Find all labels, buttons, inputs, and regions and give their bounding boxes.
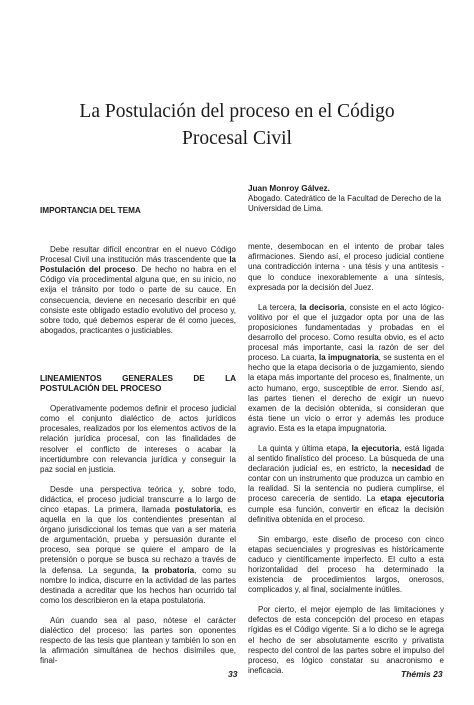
text-run: de contar con un instrumento que produzca un cambio en la realidad. Si la sentencia no pudiera cumplirse, el proceso carecería de sentido. La (248, 464, 444, 504)
journal-name: Thémis 23 (401, 669, 443, 679)
title-line-2: Procesal Civil (182, 128, 292, 149)
heading-word: LA (225, 373, 236, 383)
bold-term: la decisoria (299, 302, 345, 312)
text-run: , se sustenta en el hecho que la etapa decisoria o de juzgamiento, siendo la etapa más importante del proceso es, finalmente, un acto humano, ergo, susceptible de error. Siendo así, las partes tienen el derecho de exigir un nuevo examen de la decisión obtenida, si consideran que ésta tiene un vicio o error y además les produce agravio. Esta es la etapa impugnatoria. (248, 353, 444, 433)
heading-importancia: IMPORTANCIA DEL TEMA (40, 206, 141, 215)
page-number: 33 (228, 669, 238, 679)
text-run: , consiste en el acto lógico-volitivo por el que el juzgador opta por una de las proposiciones fundamentadas y probadas en el desarrollo del proceso. Como resulta obvio, es el acto procesal más importante, casi la razón de ser del proceso. La cuarta, (248, 302, 444, 363)
article-title (0, 98, 474, 152)
text-run: Debe resultar difícil encontrar en el nuevo Código Procesal Civil una institución más trascendente que (40, 245, 236, 265)
heading-word: DE (193, 373, 205, 383)
heading-word: LINEAMIENTOS (40, 373, 102, 383)
text-run: , es aquella en la que los contendientes presentan al órgano jurisdiccional los temas que van a ser materia de argumentación, prueba y persuasión durante el proceso, sea porque se quiere el amparo de la pretensión o porque se busca su rechazo a través de la defensa. La segunda, (40, 504, 236, 575)
paragraph-definicion: Operativamente podemos definir el proceso judicial como el conjunto dialéctico de actos jurídicos procesales, realizados por los elementos activos de la relación jurídica procesal, con las finalidades de resolver el conflicto de intereses o acabar la incertidumbre con relevancia jurídica y conseguir la paz social en justicia. (40, 404, 236, 474)
bold-term: la impugnatoria (319, 353, 379, 363)
left-column (40, 206, 236, 676)
heading-line-2: POSTULACIÓN DEL PROCESO (40, 384, 162, 394)
text-run: cumple esa función, convertir en eficaz la decisión definitiva obtenida en el proceso. (248, 504, 444, 524)
paragraph-codigo-vigente: Por cierto, el mejor ejemplo de las limitaciones y defectos de esta concepción del proceso en etapas rígidas es el Código vigente. Si a lo dicho se le agrega el hecho de ser absolutamente escrito y privatista respecto del control de las partes sobre el impulso del proceso, es lógico constatar su anacronismo e ineficacia. (248, 605, 444, 675)
paragraph-etapas (40, 485, 236, 606)
heading-word: GENERALES (122, 373, 174, 383)
bold-term: la probatoria (142, 565, 195, 575)
text-run: La quinta y última etapa, (258, 443, 352, 453)
text-run: . De hecho no habra en el Código vía procedimental alguna que, en su inicio, no exija el tránsito por todo o parte de su cauce. En consecuencia, deviene en necesario describir en qué consiste este obligado estadío evolutivo del proceso y, sobre todo, qué debemos esperar de él como jueces, abogados, practicantes o justiciables. (40, 265, 236, 335)
author-affiliation: Abogado. Catedrático de la Facultad de Derecho de la Universidad de Lima. (248, 194, 442, 214)
bold-term: la Postulación del proceso (40, 255, 236, 275)
paragraph-diseno: Sin embargo, este diseño de proceso con cinco etapas secuenciales y progresivas es históricamente caduco y científicamente imperfecto. El culto a esta horizontalidad del proceso ha determinado la existencia de procedimientos largos, onerosos, complicados y, al final, socialmente inútiles. (248, 534, 444, 595)
text-run: Desde una perspectiva teórica y, sobre todo, didáctica, el proceso judicial transcurre a lo largo de cinco etapas. La primera, llamada (40, 484, 236, 514)
paragraph-decisoria (248, 303, 444, 434)
author-name: Juan Monroy Gálvez. (248, 184, 330, 193)
text-run: , está ligada al sentido finalístico del proceso. La búsqueda de una declaración judicial es, en estricto, la (248, 443, 445, 474)
text-run: , como su nombre lo indica, discurre en la actividad de las partes destinada a acreditar que los hechos han ocurrido tal como los describieron en la etapa postulatoria. (40, 565, 236, 605)
heading-lineamientos (40, 374, 236, 394)
paragraph-ejecutoria (248, 444, 444, 525)
paragraph-importancia (40, 245, 236, 336)
text-run: La tercera, (258, 302, 300, 312)
right-column (248, 184, 444, 686)
bold-term: necesidad (391, 464, 431, 474)
title-line-1: La Postulación del proceso en el Código (79, 101, 395, 122)
bold-term: etapa ejecutoria (380, 494, 444, 504)
paragraph-dialectico: Aún cuando sea al paso, nótese el carácter dialéctico del proceso: las partes son oponentes respecto de las tesis que plantean y también lo son en la afirmación simultánea de hechos disímiles que, final- (40, 615, 236, 666)
paragraph-continuation: mente, desembocan en el intento de probar tales afirmaciones. Siendo así, el proceso judicial contiene una contradicción interna - una tésis y una antitesis - que lo conduce inexorablemente a una síntesis, expresada por la decisión del Juez. (248, 242, 444, 292)
bold-term: la ejecutoria (351, 443, 400, 453)
bold-term: postulatoria (174, 504, 221, 514)
